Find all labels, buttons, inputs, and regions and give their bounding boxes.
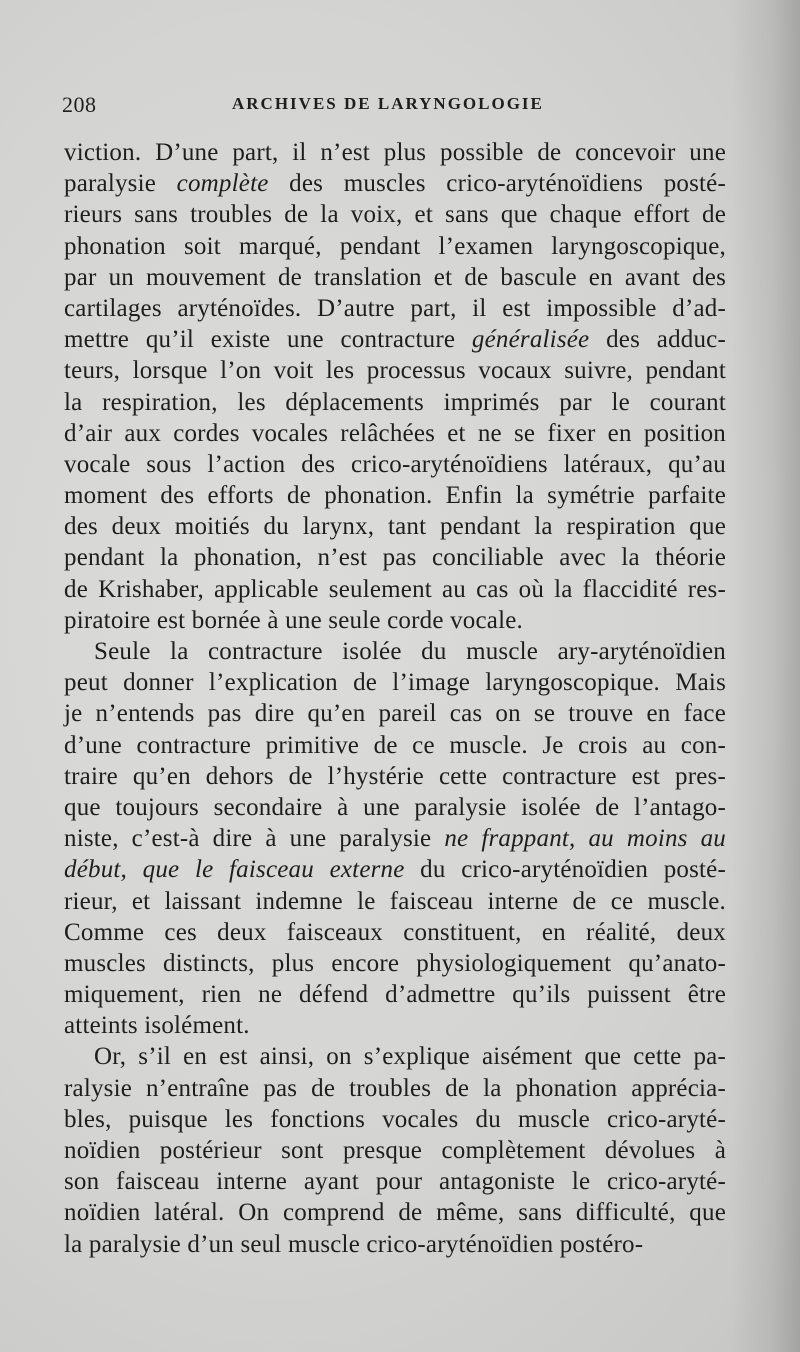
text-segment: bles, puisque les fonctions vocales du muscle crico-aryté- [64,1105,726,1133]
italic-text: complète [176,170,269,198]
italic-text: généralisée [471,326,590,354]
text-line [64,480,726,511]
text-line [64,1229,726,1260]
text-segment: muscles distincts, plus encore physiologiquement qu’anato- [64,949,726,977]
text-segment: Comme ces deux faisceaux constituent, en réalité, deux [64,918,726,946]
text-segment: que toujours secondaire à une paralysie isolée de l’antago- [64,793,726,821]
text-segment: ralysie n’entraîne pas de troubles de la phonation apprécia- [64,1074,726,1102]
page-number: 208 [62,92,97,117]
text-line [64,1010,726,1041]
text-segment: atteints isolément. [64,1012,250,1040]
text-segment: noïdien latéral. On comprend de même, sans difficulté, que [64,1199,726,1227]
text-segment: la paralysie d’un seul muscle crico-aryténoïdien postéro- [64,1230,644,1258]
text-segment: mettre qu’il existe une contracture [64,326,472,354]
running-title: ARCHIVES DE LARYNGOLOGIE [232,94,544,113]
text-segment: moment des efforts de phonation. Enfin la symétrie parfaite [64,482,726,510]
text-line [64,1104,726,1135]
text-segment: la respiration, les déplacements imprimés par le courant [64,388,726,416]
page-header [62,92,722,122]
text-line [64,137,726,168]
text-line [64,605,726,636]
text-line [64,324,726,355]
text-segment: peut donner l’explication de l’image laryngoscopique. Mais [64,669,726,697]
text-line [64,886,726,917]
text-line [64,1041,726,1072]
text-line [64,730,726,761]
text-line [64,542,726,573]
text-segment: vocale sous l’action des crico-aryténoïdiens latéraux, qu’au [64,450,726,478]
text-segment: son faisceau interne ayant pour antagoniste le crico-aryté- [64,1168,726,1196]
text-line [64,574,726,605]
text-segment: teurs, lorsque l’on voit les processus vocaux suivre, pendant [64,357,726,385]
text-line [64,418,726,449]
text-segment: d’une contracture primitive de ce muscle. Je crois au con- [64,731,726,759]
text-line [64,698,726,729]
text-segment: des muscles crico-aryténoïdiens posté- [268,170,726,198]
text-line [64,979,726,1010]
text-segment: des deux moitiés du larynx, tant pendant la respiration que [64,513,726,541]
text-line [64,262,726,293]
body-text [64,137,726,1260]
text-line [64,792,726,823]
text-segment: piratoire est bornée à une seule corde vocale. [64,606,523,634]
text-segment: je n’entends pas dire qu’en pareil cas on se trouve en face [64,700,726,728]
text-segment: de Krishaber, applicable seulement au cas où la flaccidité res- [64,575,726,603]
text-line [64,1166,726,1197]
text-line [64,1197,726,1228]
text-line [64,199,726,230]
text-line [64,387,726,418]
text-segment: Seule la contracture isolée du muscle ary-aryténoïdien [94,638,726,665]
text-line [64,355,726,386]
text-segment: miquement, rien ne défend d’admettre qu’ils puissent être [64,981,726,1009]
text-segment: phonation soit marqué, pendant l’examen laryngoscopique, [64,232,726,260]
text-segment: rieur, et laissant indemne le faisceau interne de ce muscle. [64,887,726,915]
text-segment: traire qu’en dehors de l’hystérie cette contracture est pres- [64,762,726,790]
text-segment: par un mouvement de translation et de bascule en avant des [64,263,726,291]
text-line [64,293,726,324]
italic-text: début, que le faisceau externe [64,856,405,884]
text-line [64,1135,726,1166]
text-line [64,511,726,542]
text-line [64,636,726,667]
text-segment: pendant la phonation, n’est pas conciliable avec la théorie [64,544,726,572]
text-line [64,231,726,262]
text-line [64,917,726,948]
text-segment: noïdien postérieur sont presque complètement dévolues à [64,1137,726,1164]
text-segment: viction. D’une part, il n’est plus possible de concevoir une [64,139,726,166]
text-line [64,823,726,854]
text-line [64,1073,726,1104]
text-line [64,854,726,885]
text-segment: cartilages aryténoïdes. D’autre part, il est impossible d’ad- [64,294,726,322]
page-edge-shadow [730,0,800,1352]
text-segment: Or, s’il en est ainsi, on s’explique aisément que cette pa- [94,1043,726,1071]
text-segment: d’air aux cordes vocales relâchées et ne se fixer en position [64,419,726,447]
text-segment: du crico-aryténoïdien posté- [404,856,726,884]
italic-text: ne frappant, au moins au [444,825,726,853]
text-line [64,761,726,792]
text-line [64,667,726,698]
text-segment: rieurs sans troubles de la voix, et sans que chaque effort de [64,201,726,229]
text-line [64,168,726,199]
text-line [64,449,726,480]
text-line [64,948,726,979]
text-segment: paralysie [64,170,177,198]
text-segment: des adduc- [589,326,727,354]
text-segment: niste, c’est-à dire à une paralysie [64,825,445,853]
